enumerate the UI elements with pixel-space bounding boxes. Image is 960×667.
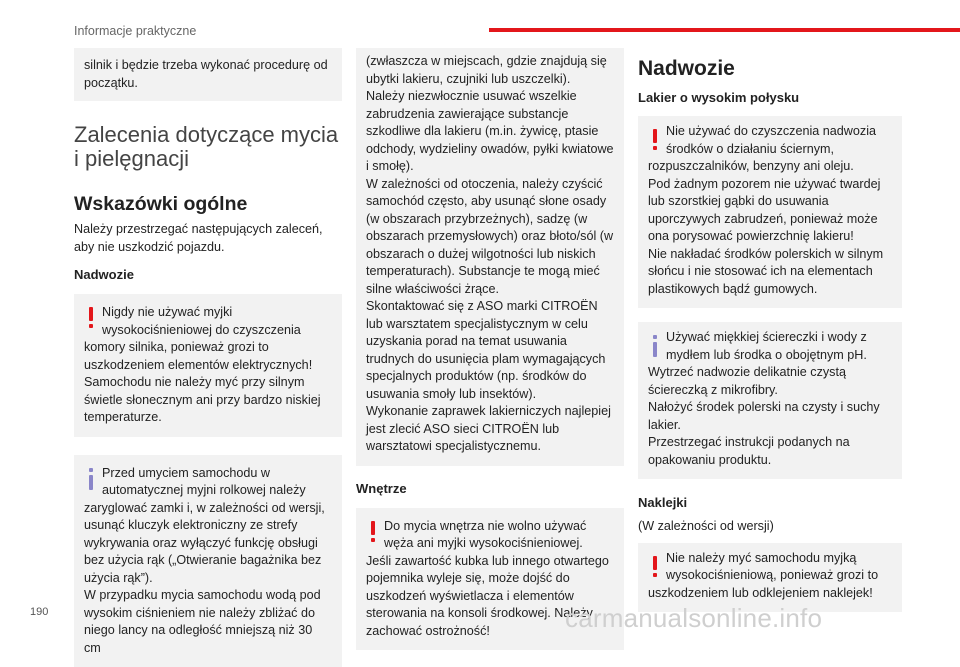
lacquer-info-first: Używać miękkiej ściereczki i wody z mydłem lub środka o obojętnym pH. bbox=[648, 329, 892, 364]
stickers-warning-box bbox=[638, 543, 902, 613]
warning-box bbox=[74, 294, 342, 437]
general-heading: Wskazówki ogólne bbox=[74, 193, 342, 216]
stickers-heading: Naklejki bbox=[638, 495, 902, 510]
lacquer-heading: Lakier o wysokim połysku bbox=[638, 90, 902, 105]
lacquer-warning-box bbox=[638, 116, 902, 308]
warning-exclamation-icon bbox=[366, 520, 380, 544]
lacquer-info-box bbox=[638, 322, 902, 479]
general-text: Należy przestrzegać następujących zaleceń, aby nie uszkodzić pojazdu. bbox=[74, 221, 342, 256]
page-number: 190 bbox=[30, 606, 48, 618]
lacquer-warning-rest3: Nie nakładać środków polerskich w silnym słońcu i nie stosować ich na elementach plastikowych bądź gumowych. bbox=[648, 246, 892, 299]
continued-box bbox=[356, 48, 624, 466]
intro-box bbox=[74, 48, 342, 101]
lacquer-warning-rest2: Pod żadnym pozorem nie używać twardej lub szorstkiej gąbki do usuwania uporczywych zabrudzeń, ponieważ może ona porysować powierzchnię lakieru! bbox=[648, 176, 892, 246]
info-text-rest2: W przypadku mycia samochodu wodą pod wysokim ciśnieniem nie należy zbliżać do niego lancy na odległość mniejszą niż 30 cm bbox=[84, 587, 332, 657]
left-column bbox=[74, 48, 342, 667]
continued-para-4: Skontaktować się z ASO marki CITROËN lub warsztatem specjalistycznym w celu uzyskania porad na temat usuwania trudnych do usunięcia plam wymagających specjalnych produktów (np. środków do usuwania smoły lub insektów). bbox=[366, 298, 614, 403]
lacquer-warning-first: Nie używać do czyszczenia nadwozia środków o działaniu ściernym, bbox=[648, 123, 892, 158]
continued-para-2: Należy niezwłocznie usuwać wszelkie zabrudzenia zawierające substancje szkodliwe dla lakieru (m.in. żywicę, ptasie odchody, wydzieliny owadów, pyłki kwiatowe i smołę). bbox=[366, 88, 614, 176]
stickers-warning-rest: uszkodzeniem lub odklejeniem naklejek! bbox=[648, 585, 892, 603]
continued-para-1: (zwłaszcza w miejscach, gdzie znajdują się ubytki lakieru, czujniki lub uszczelki). bbox=[366, 53, 614, 88]
header-accent-bar bbox=[489, 28, 960, 32]
info-icon bbox=[648, 334, 662, 358]
middle-column bbox=[356, 48, 624, 650]
warning-exclamation-icon bbox=[84, 306, 98, 330]
warning-text-first: Nigdy nie używać myjki wysokociśnieniowej do czyszczenia bbox=[84, 304, 332, 339]
info-box bbox=[74, 455, 342, 667]
info-icon bbox=[84, 467, 98, 491]
intro-text: silnik i będzie trzeba wykonać procedurę od początku. bbox=[84, 57, 332, 92]
continued-para-3: W zależności od otoczenia, należy czyścić samochód często, aby usunąć słone osady (w obszarach przybrzeżnych), sadzę (w obszarach przemysłowych) oraz błoto/sól (w obszarach o dużej wilgotności lub niskich temperaturach). Substancje te mogą mieć silne właściwości żrące. bbox=[366, 176, 614, 299]
interior-warning-first: Do mycia wnętrza nie wolno używać węża ani myjki wysokociśnieniowej. bbox=[366, 518, 614, 553]
watermark: carmanualsonline.info bbox=[565, 603, 822, 634]
body-heading: Nadwozie bbox=[74, 267, 342, 282]
body-section-heading: Nadwozie bbox=[638, 57, 902, 81]
header-title: Informacje praktyczne bbox=[74, 24, 196, 38]
interior-warning-rest: Jeśli zawartość kubka lub innego otwartego pojemnika wyleje się, może dojść do uszkodzeń wyświetlacza i elementów sterowania na konsoli środkowej. Należy zachować ostrożność! bbox=[366, 553, 614, 641]
right-column bbox=[638, 48, 902, 612]
warning-exclamation-icon bbox=[648, 128, 662, 152]
stickers-note: (W zależności od wersji) bbox=[638, 518, 902, 536]
info-text-rest: zaryglować zamki i, w zależności od wersji, usunąć kluczyk elektroniczny ze strefy wykrywania oraz wyłączyć funkcję obsługi bez użycia rąk („Otwieranie bagażnika bez użycia rąk”). bbox=[84, 500, 332, 588]
lacquer-info-rest3: Przestrzegać instrukcji podanych na opakowaniu produktu. bbox=[648, 434, 892, 469]
info-text-first: Przed umyciem samochodu w automatycznej myjni rolkowej należy bbox=[84, 465, 332, 500]
lacquer-info-rest2: Nałożyć środek polerski na czysty i suchy lakier. bbox=[648, 399, 892, 434]
lacquer-warning-rest: rozpuszczalników, benzyny ani oleju. bbox=[648, 158, 892, 176]
interior-heading: Wnętrze bbox=[356, 481, 624, 496]
continued-para-5: Wykonanie zaprawek lakierniczych najlepiej jest zlecić ASO sieci CITROËN lub warsztatowi specjalistycznemu. bbox=[366, 403, 614, 456]
warning-text-rest: komory silnika, ponieważ grozi to uszkodzeniem elementów elektrycznych! Samochodu nie należy myć przy silnym świetle słonecznym ani przy bardzo niskiej temperaturze. bbox=[84, 339, 332, 427]
section-title: Zalecenia dotyczące mycia i pielęgnacji bbox=[74, 123, 342, 171]
warning-exclamation-icon bbox=[648, 555, 662, 579]
stickers-warning-first: Nie należy myć samochodu myjką wysokociśnieniową, ponieważ grozi to bbox=[648, 550, 892, 585]
lacquer-info-rest: Wytrzeć nadwozie delikatnie czystą ściereczką z mikrofibry. bbox=[648, 364, 892, 399]
